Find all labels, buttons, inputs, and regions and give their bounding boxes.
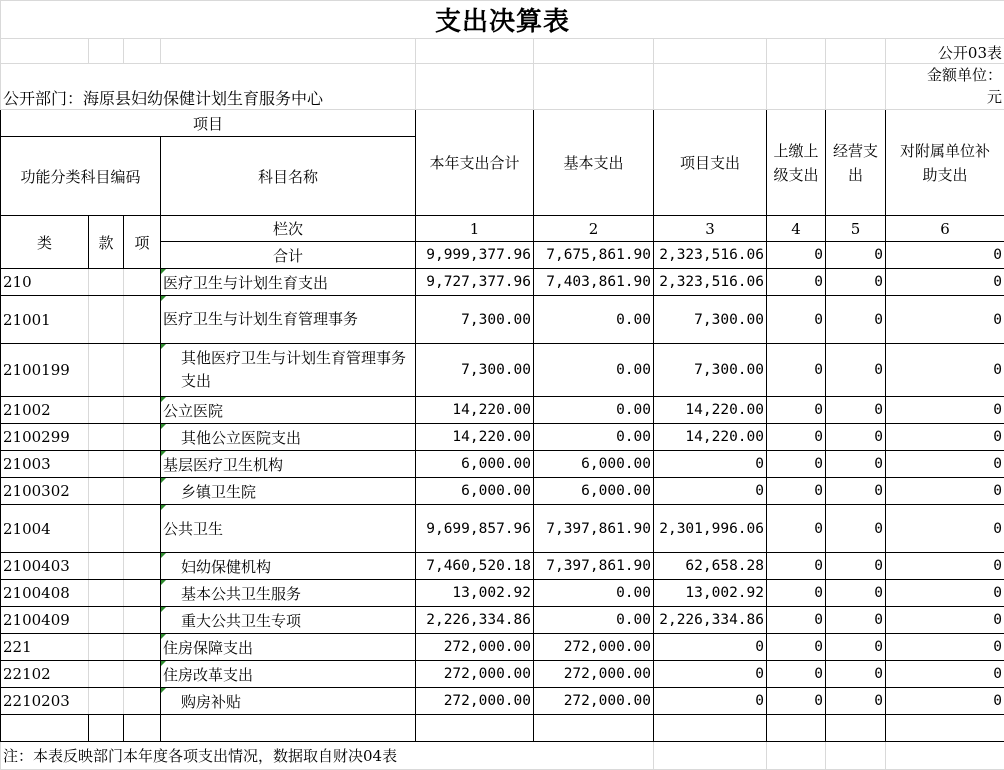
- row-basic: 6,000.00: [534, 478, 654, 505]
- row-code: 21004: [1, 505, 89, 553]
- row-subject-name: 购房补贴: [161, 688, 416, 715]
- row-basic: 0.00: [534, 397, 654, 424]
- row-business: 0: [826, 397, 886, 424]
- row-subsidy: 0: [886, 634, 1004, 661]
- row-code: 2100409: [1, 607, 89, 634]
- row-project: 0: [654, 661, 767, 688]
- row-business: 0: [826, 424, 886, 451]
- row-basic: 6,000.00: [534, 451, 654, 478]
- table-row: [1, 688, 1004, 715]
- empty-cell: [89, 39, 124, 64]
- row-total: 272,000.00: [416, 688, 534, 715]
- row-subsidy: 0: [886, 505, 1004, 553]
- row-project: 7,300.00: [654, 296, 767, 344]
- unit-label: 金额单位：: [888, 64, 1002, 86]
- row-business: 0: [826, 451, 886, 478]
- row-business: 0: [826, 661, 886, 688]
- row-upper: 0: [767, 344, 826, 397]
- empty-cell: [767, 715, 826, 742]
- row-subsidy: 0: [886, 397, 1004, 424]
- row-project: 2,226,334.86: [654, 607, 767, 634]
- row-total: 6,000.00: [416, 451, 534, 478]
- empty-cell: [416, 64, 534, 110]
- row-xiang: [124, 451, 161, 478]
- col-number: 4: [767, 216, 826, 242]
- row-xiang: [124, 634, 161, 661]
- row-business: 0: [826, 607, 886, 634]
- sum-upper: 0: [767, 242, 826, 269]
- row-subject-name: 基本公共卫生服务: [161, 580, 416, 607]
- row-kuan: [89, 580, 124, 607]
- row-xiang: [124, 269, 161, 296]
- func-code-header: 功能分类科目编码: [1, 137, 161, 216]
- table-row: [1, 505, 1004, 553]
- row-total: 7,460,520.18: [416, 553, 534, 580]
- empty-cell: [767, 742, 826, 770]
- row-basic: 7,403,861.90: [534, 269, 654, 296]
- row-project: 62,658.28: [654, 553, 767, 580]
- row-xiang: [124, 424, 161, 451]
- row-xiang: [124, 661, 161, 688]
- row-code: 2100408: [1, 580, 89, 607]
- unit-cell: [886, 64, 1004, 110]
- table-row: [1, 607, 1004, 634]
- row-business: 0: [826, 580, 886, 607]
- row-subsidy: 0: [886, 553, 1004, 580]
- row-project: 2,301,996.06: [654, 505, 767, 553]
- row-code: 21002: [1, 397, 89, 424]
- col-number: 6: [886, 216, 1004, 242]
- total-header: 本年支出合计: [416, 110, 534, 216]
- row-business: 0: [826, 553, 886, 580]
- row-upper: 0: [767, 580, 826, 607]
- row-total: 14,220.00: [416, 397, 534, 424]
- empty-cell: [654, 64, 767, 110]
- row-business: 0: [826, 505, 886, 553]
- empty-cell: [534, 39, 654, 64]
- row-total: 2,226,334.86: [416, 607, 534, 634]
- col-number: 3: [654, 216, 767, 242]
- row-xiang: [124, 688, 161, 715]
- table-row: [1, 451, 1004, 478]
- row-xiang: [124, 478, 161, 505]
- row-subject-name: 住房保障支出: [161, 634, 416, 661]
- row-kuan: [89, 296, 124, 344]
- row-kuan: [89, 478, 124, 505]
- table-row: [1, 269, 1004, 296]
- row-total: 13,002.92: [416, 580, 534, 607]
- basic-header: 基本支出: [534, 110, 654, 216]
- row-total: 7,300.00: [416, 296, 534, 344]
- row-subject-name: 其他公立医院支出: [161, 424, 416, 451]
- row-business: 0: [826, 478, 886, 505]
- table-row: [1, 478, 1004, 505]
- subsidy-header: 对附属单位补助支出: [886, 110, 1004, 216]
- row-subject-name: 基层医疗卫生机构: [161, 451, 416, 478]
- row-upper: 0: [767, 634, 826, 661]
- row-project: 2,323,516.06: [654, 269, 767, 296]
- row-kuan: [89, 451, 124, 478]
- empty-cell: [654, 39, 767, 64]
- row-total: 14,220.00: [416, 424, 534, 451]
- empty-cell: [654, 742, 767, 770]
- row-total: 9,699,857.96: [416, 505, 534, 553]
- row-xiang: [124, 397, 161, 424]
- row-code: 21001: [1, 296, 89, 344]
- col-number: 2: [534, 216, 654, 242]
- table-row: [1, 296, 1004, 344]
- empty-cell: [767, 39, 826, 64]
- kuan-header: 款: [89, 216, 124, 269]
- empty-cell: [826, 64, 886, 110]
- empty-cell: [826, 39, 886, 64]
- row-basic: 7,397,861.90: [534, 505, 654, 553]
- row-total: 7,300.00: [416, 344, 534, 397]
- row-total: 272,000.00: [416, 634, 534, 661]
- row-kuan: [89, 607, 124, 634]
- table-row: [1, 553, 1004, 580]
- row-subsidy: 0: [886, 580, 1004, 607]
- item-header: 项目: [1, 110, 416, 137]
- row-business: 0: [826, 344, 886, 397]
- row-subsidy: 0: [886, 451, 1004, 478]
- row-total: 6,000.00: [416, 478, 534, 505]
- row-subsidy: 0: [886, 344, 1004, 397]
- row-basic: 0.00: [534, 344, 654, 397]
- sum-label: 合计: [161, 242, 416, 269]
- row-upper: 0: [767, 269, 826, 296]
- empty-cell: [161, 39, 416, 64]
- lei-header: 类: [1, 216, 89, 269]
- row-subsidy: 0: [886, 607, 1004, 634]
- row-upper: 0: [767, 505, 826, 553]
- row-code: 2100403: [1, 553, 89, 580]
- row-subsidy: 0: [886, 296, 1004, 344]
- row-basic: 272,000.00: [534, 634, 654, 661]
- unit-value: 元: [888, 86, 1002, 108]
- xiang-header: 项: [124, 216, 161, 269]
- table-row: [1, 634, 1004, 661]
- sum-business: 0: [826, 242, 886, 269]
- col-number: 5: [826, 216, 886, 242]
- empty-cell: [826, 742, 886, 770]
- empty-cell: [416, 39, 534, 64]
- row-subsidy: 0: [886, 661, 1004, 688]
- empty-cell: [534, 64, 654, 110]
- row-upper: 0: [767, 607, 826, 634]
- row-subject-name: 住房改革支出: [161, 661, 416, 688]
- row-subject-name: 妇幼保健机构: [161, 553, 416, 580]
- row-code: 2100299: [1, 424, 89, 451]
- col-number: 1: [416, 216, 534, 242]
- row-subject-name: 重大公共卫生专项: [161, 607, 416, 634]
- sum-total: 9,999,377.96: [416, 242, 534, 269]
- sum-project: 2,323,516.06: [654, 242, 767, 269]
- row-basic: 0.00: [534, 424, 654, 451]
- row-subsidy: 0: [886, 424, 1004, 451]
- row-project: 13,002.92: [654, 580, 767, 607]
- sum-subsidy: 0: [886, 242, 1004, 269]
- empty-cell: [89, 715, 124, 742]
- row-xiang: [124, 580, 161, 607]
- row-subsidy: 0: [886, 269, 1004, 296]
- empty-cell: [124, 715, 161, 742]
- row-project: 7,300.00: [654, 344, 767, 397]
- table-row: [1, 397, 1004, 424]
- row-kuan: [89, 505, 124, 553]
- empty-cell: [826, 715, 886, 742]
- row-kuan: [89, 397, 124, 424]
- row-project: 0: [654, 451, 767, 478]
- empty-cell: [1, 715, 89, 742]
- row-xiang: [124, 296, 161, 344]
- row-business: 0: [826, 634, 886, 661]
- row-code: 21003: [1, 451, 89, 478]
- lanci-header: 栏次: [161, 216, 416, 242]
- row-kuan: [89, 553, 124, 580]
- sum-basic: 7,675,861.90: [534, 242, 654, 269]
- row-upper: 0: [767, 661, 826, 688]
- subject-name-header: 科目名称: [161, 137, 416, 216]
- row-xiang: [124, 553, 161, 580]
- row-project: 14,220.00: [654, 424, 767, 451]
- table-row: [1, 344, 1004, 397]
- row-xiang: [124, 505, 161, 553]
- upper-header: 上缴上级支出: [767, 110, 826, 216]
- row-business: 0: [826, 296, 886, 344]
- row-code: 210: [1, 269, 89, 296]
- empty-cell: [654, 715, 767, 742]
- row-subsidy: 0: [886, 478, 1004, 505]
- row-subject-name: 公立医院: [161, 397, 416, 424]
- row-business: 0: [826, 688, 886, 715]
- row-total: 9,727,377.96: [416, 269, 534, 296]
- form-number: 公开03表: [886, 39, 1004, 64]
- row-upper: 0: [767, 478, 826, 505]
- row-subject-name: 医疗卫生与计划生育支出: [161, 269, 416, 296]
- row-xiang: [124, 344, 161, 397]
- row-project: 14,220.00: [654, 397, 767, 424]
- footnote: 注：本表反映部门本年度各项支出情况，数据取自财决04表: [1, 742, 654, 770]
- business-header: 经营支出: [826, 110, 886, 216]
- row-total: 272,000.00: [416, 661, 534, 688]
- row-code: 221: [1, 634, 89, 661]
- row-subject-name: 其他医疗卫生与计划生育管理事务支出: [161, 344, 416, 397]
- table-row: [1, 580, 1004, 607]
- table-row: [1, 661, 1004, 688]
- row-code: 2100199: [1, 344, 89, 397]
- row-kuan: [89, 269, 124, 296]
- row-xiang: [124, 607, 161, 634]
- row-kuan: [89, 688, 124, 715]
- row-subject-name: 乡镇卫生院: [161, 478, 416, 505]
- row-project: 0: [654, 634, 767, 661]
- row-kuan: [89, 661, 124, 688]
- row-basic: 0.00: [534, 607, 654, 634]
- row-code: 2210203: [1, 688, 89, 715]
- row-upper: 0: [767, 451, 826, 478]
- row-basic: 0.00: [534, 296, 654, 344]
- sheet-title: 支出决算表: [1, 1, 1004, 39]
- row-kuan: [89, 344, 124, 397]
- row-upper: 0: [767, 424, 826, 451]
- row-upper: 0: [767, 688, 826, 715]
- row-upper: 0: [767, 553, 826, 580]
- row-basic: 0.00: [534, 580, 654, 607]
- empty-cell: [767, 64, 826, 110]
- empty-cell: [416, 715, 534, 742]
- empty-cell: [1, 39, 89, 64]
- row-code: 22102: [1, 661, 89, 688]
- empty-cell: [124, 39, 161, 64]
- row-subject-name: 公共卫生: [161, 505, 416, 553]
- department-label: 公开部门：海原县妇幼保健计划生育服务中心: [1, 64, 416, 110]
- row-upper: 0: [767, 296, 826, 344]
- empty-cell: [886, 715, 1004, 742]
- row-kuan: [89, 424, 124, 451]
- project-header: 项目支出: [654, 110, 767, 216]
- row-business: 0: [826, 269, 886, 296]
- empty-cell: [534, 715, 654, 742]
- row-project: 0: [654, 478, 767, 505]
- empty-cell: [886, 742, 1004, 770]
- row-subject-name: 医疗卫生与计划生育管理事务: [161, 296, 416, 344]
- row-upper: 0: [767, 397, 826, 424]
- row-code: 2100302: [1, 478, 89, 505]
- row-project: 0: [654, 688, 767, 715]
- table-row: [1, 424, 1004, 451]
- row-basic: 272,000.00: [534, 661, 654, 688]
- empty-cell: [161, 715, 416, 742]
- row-basic: 7,397,861.90: [534, 553, 654, 580]
- row-subsidy: 0: [886, 688, 1004, 715]
- row-kuan: [89, 634, 124, 661]
- row-basic: 272,000.00: [534, 688, 654, 715]
